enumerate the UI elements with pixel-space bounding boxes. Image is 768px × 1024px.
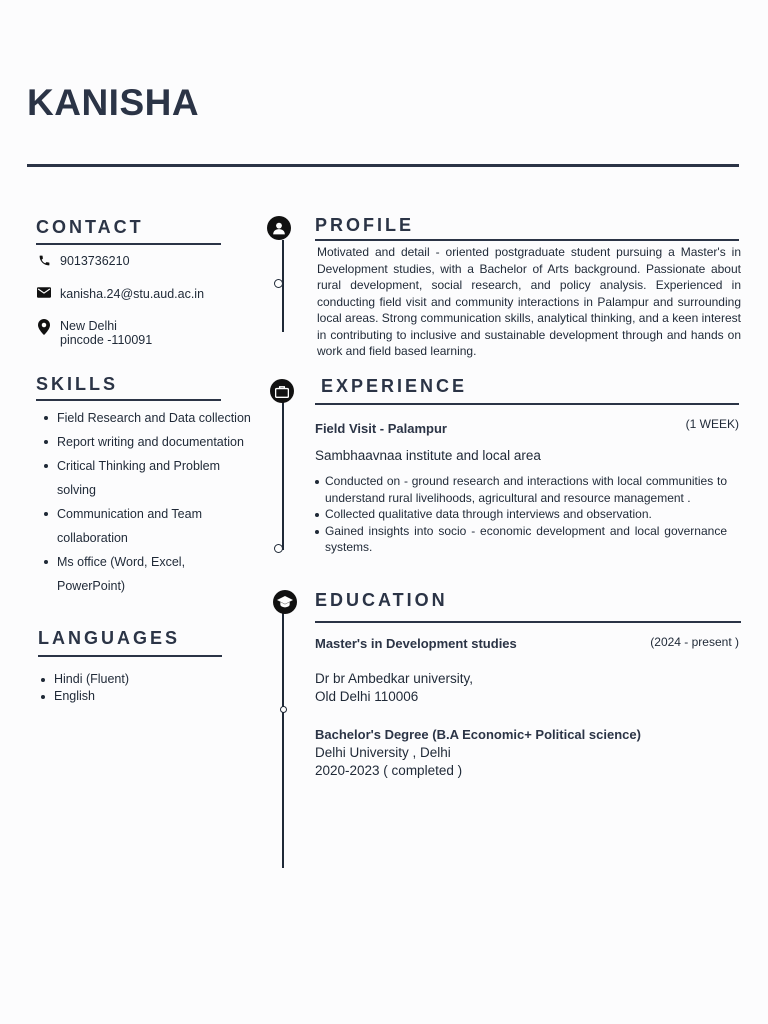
skills-list — [36, 406, 266, 598]
contact-heading: CONTACT — [36, 217, 144, 237]
timeline-line — [282, 612, 284, 868]
experience-bullet: Gained insights into socio - economic development and local governance systems. — [315, 523, 727, 556]
contact-email — [36, 287, 204, 301]
phone-number[interactable]: 9013736210 — [60, 254, 130, 268]
profile-heading: PROFILE — [315, 215, 415, 235]
timeline-dot — [280, 706, 287, 713]
languages-divider — [38, 655, 222, 657]
skills-divider — [36, 399, 221, 401]
timeline-line — [282, 400, 284, 550]
languages-heading: LANGUAGES — [38, 628, 181, 648]
skill-item: Critical Thinking and Problem solving — [36, 454, 227, 502]
skills-heading: SKILLS — [36, 374, 119, 394]
experience-duration: (1 WEEK) — [685, 417, 739, 431]
skill-item: Report writing and documentation — [36, 430, 266, 454]
education-heading: EDUCATION — [315, 590, 448, 610]
experience-divider — [315, 403, 739, 405]
masters-university: Dr br Ambedkar university, — [315, 671, 474, 686]
profile-summary: Motivated and detail - oriented postgraduate student pursuing a Master's in Development studies, with a Bachelor of Arts background. Passionate about rural development, social research, and policy analysis. Experienced in conducting field visit and community interactions in Palampur and surrounding local areas. Strong communication skills, analytical thinking, and a keen interest in contributing to inclusive and sustainable development through and hands on work and field based learning. — [317, 245, 741, 358]
experience-organization: Sambhaavnaa institute and local area — [315, 448, 541, 463]
language-item: English — [36, 688, 236, 705]
experience-bullets — [315, 473, 727, 556]
address-pincode: pincode -110091 — [60, 333, 153, 347]
experience-bullet: Collected qualitative data through interviews and observation. — [315, 506, 727, 523]
skill-item: Field Research and Data collection — [36, 406, 266, 430]
timeline-dot — [274, 279, 283, 288]
experience-briefcase-icon — [270, 379, 294, 403]
location-pin-icon — [36, 319, 52, 335]
language-item: Hindi (Fluent) — [36, 671, 236, 688]
header-divider — [27, 164, 739, 167]
contact-divider — [36, 243, 221, 245]
masters-location: Old Delhi 110006 — [315, 689, 419, 704]
phone-icon — [36, 254, 52, 267]
experience-bullet: Conducted on - ground research and interactions with local communities to understand rural livelihoods, agricultural and resource management . — [315, 473, 727, 506]
skill-item: Communication and Team collaboration — [36, 502, 227, 550]
languages-list — [36, 671, 236, 705]
education-graduation-cap-icon — [273, 590, 297, 614]
contact-address — [36, 319, 152, 347]
masters-date: (2024 - present ) — [650, 635, 739, 649]
timeline-dot — [274, 544, 283, 553]
contact-phone — [36, 254, 130, 268]
education-divider — [315, 621, 741, 623]
profile-divider — [315, 239, 739, 241]
mail-icon — [36, 287, 52, 298]
address-city: New Delhi — [60, 319, 117, 333]
skill-item: Ms office (Word, Excel, PowerPoint) — [36, 550, 207, 598]
bachelors-degree-title: Bachelor's Degree (B.A Economic+ Political science) — [315, 727, 641, 742]
bachelors-university: Delhi University , Delhi — [315, 745, 451, 760]
candidate-name: KANISHA — [27, 82, 200, 123]
experience-job-title: Field Visit - Palampur — [315, 421, 447, 436]
bachelors-years: 2020-2023 ( completed ) — [315, 763, 463, 778]
email-address[interactable]: kanisha.24@stu.aud.ac.in — [60, 287, 205, 301]
experience-heading: EXPERIENCE — [321, 376, 468, 396]
masters-degree-title: Master's in Development studies — [315, 636, 517, 651]
profile-user-icon — [267, 216, 291, 240]
